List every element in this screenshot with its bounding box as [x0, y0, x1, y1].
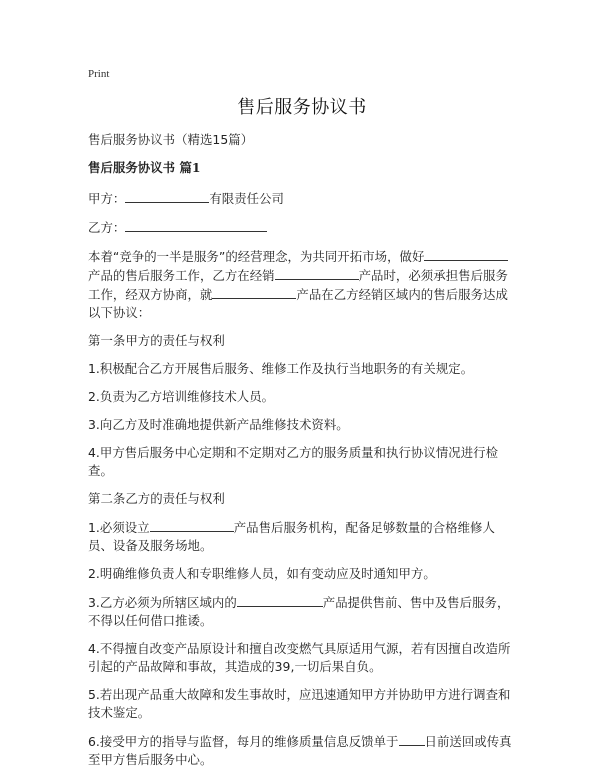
- intro-text-4: 产品在乙方经销区域内的售后服务达成以下协议：: [88, 287, 508, 320]
- article1-item: 2.负责为乙方培训维修技术人员。: [88, 389, 275, 404]
- article2-item-2: 2.明确维修负责人和专职维修人员，如有变动应及时通知甲方。: [88, 566, 436, 581]
- intro-text-3: 产品时，必须承担售后服务工作，经双方协商，就: [88, 268, 508, 302]
- section-heading: 售后服务协议书 篇1: [88, 160, 201, 175]
- intro-paragraph: [88, 247, 516, 322]
- item-text: 1.必须设立: [88, 520, 150, 535]
- party-a-label: 甲方：: [88, 191, 126, 206]
- item-blank: [399, 732, 425, 746]
- intro-text-2: 产品的售后服务工作，乙方在经销: [88, 268, 275, 283]
- intro-text-1: 本着“竞争的一半是服务”的经营理念，为共同开拓市场，做好: [88, 249, 425, 264]
- article2-item-3: [88, 593, 516, 630]
- article1-item: 3.向乙方及时准确地提供新产品维修技术资料。: [88, 417, 349, 432]
- article1-item: 4.甲方售后服务中心定期和不定期对乙方的服务质量和执行协议情况进行检查。: [88, 445, 499, 478]
- document-title: 售后服务协议书: [237, 97, 367, 118]
- article2-item-5: 5.若出现产品重大故障和发生事故时，应迅速通知甲方并协助甲方进行调查和技术鉴定。: [88, 687, 511, 720]
- item-text: 6.接受甲方的指导与监督，每月的维修质量信息反馈单于: [88, 734, 399, 749]
- intro-blank-2: [275, 266, 359, 280]
- item-blank: [237, 593, 323, 607]
- print-link[interactable]: Print: [88, 68, 110, 80]
- party-b-label: 乙方：: [88, 220, 126, 235]
- article1-item: 1.积极配合乙方开展售后服务、维修工作及执行当地职务的有关规定。: [88, 361, 474, 376]
- party-a-suffix: 有限责任公司: [209, 191, 284, 206]
- intro-blank-1: [424, 247, 508, 261]
- item-text: 日前送回或传真至甲方售后服务中心。: [88, 734, 512, 767]
- item-blank: [150, 518, 234, 532]
- item-text: 3.乙方必须为所辖区域内的: [88, 595, 237, 610]
- item-text: 产品提供售前、售中及售后服务，不得以任何借口推诿。: [88, 595, 510, 628]
- article2-item-4: 4.不得擅自改变产品原设计和擅自改变燃气具原适用气源，若有因擅自改造所引起的产品故障和事故，其造成的39,一切后果自负。: [88, 641, 511, 674]
- intro-blank-3: [212, 285, 296, 299]
- document-page: [88, 68, 516, 779]
- document-subtitle: 售后服务协议书（精选15篇）: [88, 132, 254, 147]
- article2-heading: 第二条乙方的责任与权利: [88, 491, 225, 506]
- party-b-line: [88, 218, 516, 237]
- article1-heading: 第一条甲方的责任与权利: [88, 333, 225, 348]
- article2-item-6: [88, 732, 516, 769]
- party-a-line: [88, 189, 516, 208]
- party-a-blank: [125, 189, 209, 203]
- party-b-blank: [125, 218, 267, 232]
- article2-item-1: [88, 518, 516, 555]
- item-text: 产品售后服务机构，配备足够数量的合格维修人员、设备及服务场地。: [88, 520, 495, 553]
